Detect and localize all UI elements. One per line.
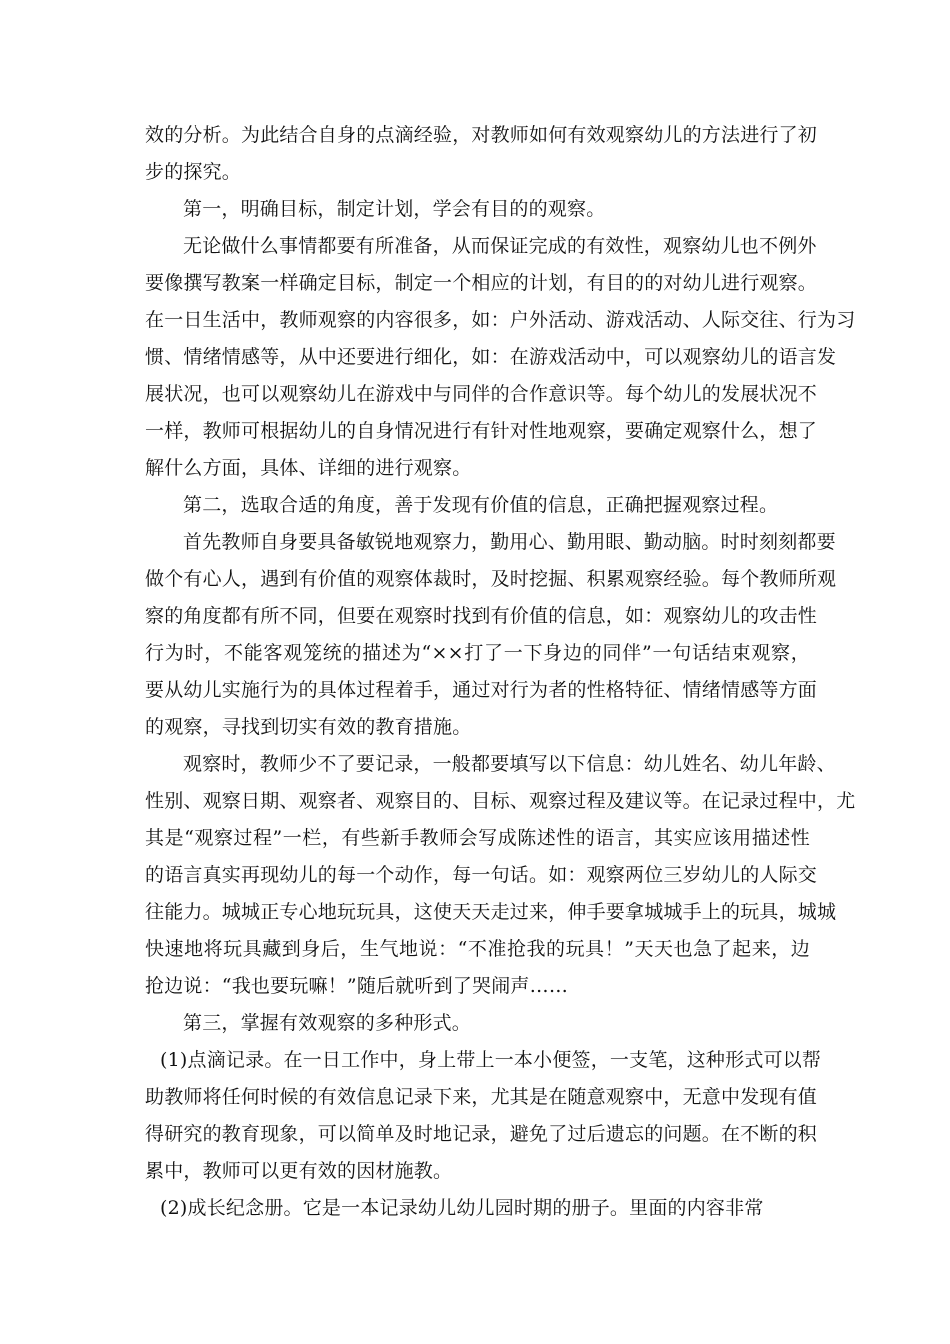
text-line: 效的分析。为此结合自身的点滴经验，对教师如何有效观察幼儿的方法进行了初 (145, 124, 818, 146)
text-line: 在一日生活中，教师观察的内容很多，如：户外活动、游戏活动、人际交往、行为习 (145, 309, 856, 331)
text-line: 抢边说：“我也要玩嘛！”随后就听到了哭闹声…… (145, 975, 569, 997)
text-line: 性别、观察日期、观察者、观察目的、目标、观察过程及建议等。在记录过程中，尤 (145, 790, 856, 812)
text-line: 无论做什么事情都要有所准备，从而保证完成的有效性，观察幼儿也不例外 (183, 235, 817, 257)
text-line: 解什么方面，具体、详细的进行观察。 (145, 457, 472, 479)
text-line: 要像撰写教案一样确定目标，制定一个相应的计划，有目的的对幼儿进行观察。 (145, 272, 818, 294)
text-line: 助教师将任何时候的有效信息记录下来，尤其是在随意观察中，无意中发现有值 (145, 1086, 818, 1108)
text-line: 察的角度都有所不同，但要在观察时找到有价值的信息，如：观察幼儿的攻击性 (145, 605, 818, 627)
text-line: 步的探究。 (145, 161, 242, 183)
section-heading: 第二，选取合适的角度，善于发现有价值的信息，正确把握观察过程。 (183, 494, 779, 516)
text-line: 一样，教师可根据幼儿的自身情况进行有针对性地观察，要确定观察什么，想了 (145, 420, 818, 442)
section-heading: 第一，明确目标，制定计划，学会有目的的观察。 (183, 198, 606, 220)
text-line: 的语言真实再现幼儿的每一个动作，每一句话。如：观察两位三岁幼儿的人际交 (145, 864, 818, 886)
text-line: 快速地将玩具藏到身后，生气地说：“不准抢我的玩具！”天天也急了起来，边 (145, 938, 810, 960)
text-line: 惯、情绪情感等，从中还要进行细化，如：在游戏活动中，可以观察幼儿的语言发 (145, 346, 837, 368)
text-line: 做个有心人，遇到有价值的观察体裁时，及时挖掘、积累观察经验。每个教师所观 (145, 568, 837, 590)
text-line: 行为时，不能客观笼统的描述为“××打了一下身边的同伴”一句话结束观察， (145, 642, 810, 664)
text-line: (2)成长纪念册。它是一本记录幼儿幼儿园时期的册子。里面的内容非常 (160, 1197, 764, 1219)
text-line: 观察时，教师少不了要记录，一般都要填写以下信息：幼儿姓名、幼儿年龄、 (183, 753, 836, 775)
text-line: 要从幼儿实施行为的具体过程着手，通过对行为者的性格特征、情绪情感等方面 (145, 679, 818, 701)
section-heading: 第三，掌握有效观察的多种形式。 (183, 1012, 472, 1034)
text-line: 的观察，寻找到切实有效的教育措施。 (145, 716, 472, 738)
text-line: 往能力。城城正专心地玩玩具，这使天天走过来，伸手要拿城城手上的玩具，城城 (145, 901, 837, 923)
text-line: 首先教师自身要具备敏锐地观察力，勤用心、勤用眼、勤动脑。时时刻刻都要 (183, 531, 836, 553)
text-line: 得研究的教育现象，可以简单及时地记录，避免了过后遗忘的问题。在不断的积 (145, 1123, 818, 1145)
text-line: (1)点滴记录。在一日工作中，身上带上一本小便签，一支笔，这种形式可以帮 (160, 1049, 822, 1071)
text-line: 累中，教师可以更有效的因材施教。 (145, 1160, 453, 1182)
text-line: 其是“观察过程”一栏，有些新手教师会写成陈述性的语言，其实应该用描述性 (145, 827, 810, 849)
text-line: 展状况，也可以观察幼儿在游戏中与同伴的合作意识等。每个幼儿的发展状况不 (145, 383, 818, 405)
